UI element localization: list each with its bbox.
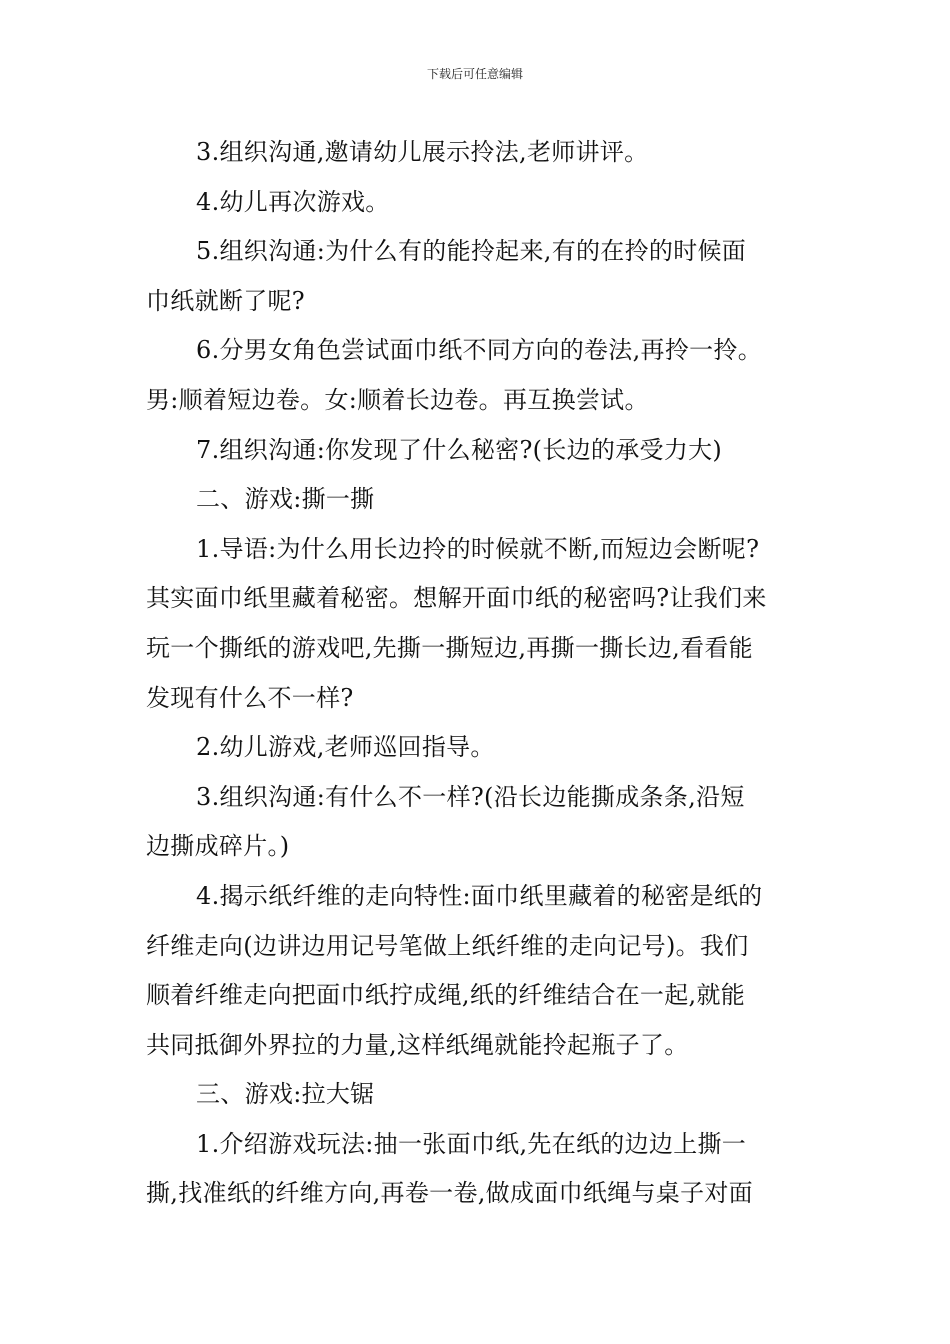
document-body [146, 128, 814, 1219]
paragraph-line: 顺着纤维走向把面巾纸拧成绳,纸的纤维结合在一起,就能 [146, 981, 746, 1010]
paragraph-line: 7.组织沟通:你发现了什么秘密?(长边的承受力大) [196, 435, 723, 464]
paragraph-line: 男:顺着短边卷。女:顺着长边卷。再互换尝试。 [146, 385, 649, 414]
paragraph-line: 边撕成碎片。) [146, 832, 290, 861]
page-header-note: 下载后可任意编辑 [426, 67, 523, 81]
paragraph-line: 1.介绍游戏玩法:抽一张面巾纸,先在纸的边边上撕一 [196, 1129, 747, 1158]
paragraph-line: 巾纸就断了呢? [146, 286, 305, 315]
paragraph-line: 3.组织沟通,邀请幼儿展示拎法,老师讲评。 [196, 138, 649, 166]
paragraph-line: 2.幼儿游戏,老师巡回指导。 [196, 733, 495, 762]
paragraph-line: 4.揭示纸纤维的走向特性:面巾纸里藏着的秘密是纸的 [196, 881, 763, 910]
paragraph-line: 纤维走向(边讲边用记号笔做上纸纤维的走向记号)。我们 [146, 931, 749, 960]
section-heading: 二、游戏:撕一撕 [196, 485, 375, 514]
paragraph-line: 撕,找准纸的纤维方向,再卷一卷,做成面巾纸绳与桌子对面 [146, 1179, 753, 1208]
section-heading: 三、游戏:拉大锯 [196, 1080, 375, 1109]
paragraph-line: 1.导语:为什么用长边拎的时候就不断,而短边会断呢? [196, 534, 760, 563]
paragraph-line: 5.组织沟通:为什么有的能拎起来,有的在拎的时候面 [196, 237, 747, 266]
paragraph-line: 4.幼儿再次游戏。 [196, 187, 390, 216]
paragraph-line: 6.分男女角色尝试面巾纸不同方向的卷法,再拎一拎。 [196, 336, 763, 365]
paragraph-line: 发现有什么不一样? [146, 683, 354, 712]
paragraph-line: 3.组织沟通:有什么不一样?(沿长边能撕成条条,沿短 [196, 782, 745, 811]
paragraph-line: 共同抵御外界拉的力量,这样纸绳就能拎起瓶子了。 [146, 1030, 689, 1059]
paragraph-line: 玩一个撕纸的游戏吧,先撕一撕短边,再撕一撕长边,看看能 [146, 633, 753, 662]
paragraph-line: 其实面巾纸里藏着秘密。想解开面巾纸的秘密吗?让我们来 [146, 584, 767, 613]
